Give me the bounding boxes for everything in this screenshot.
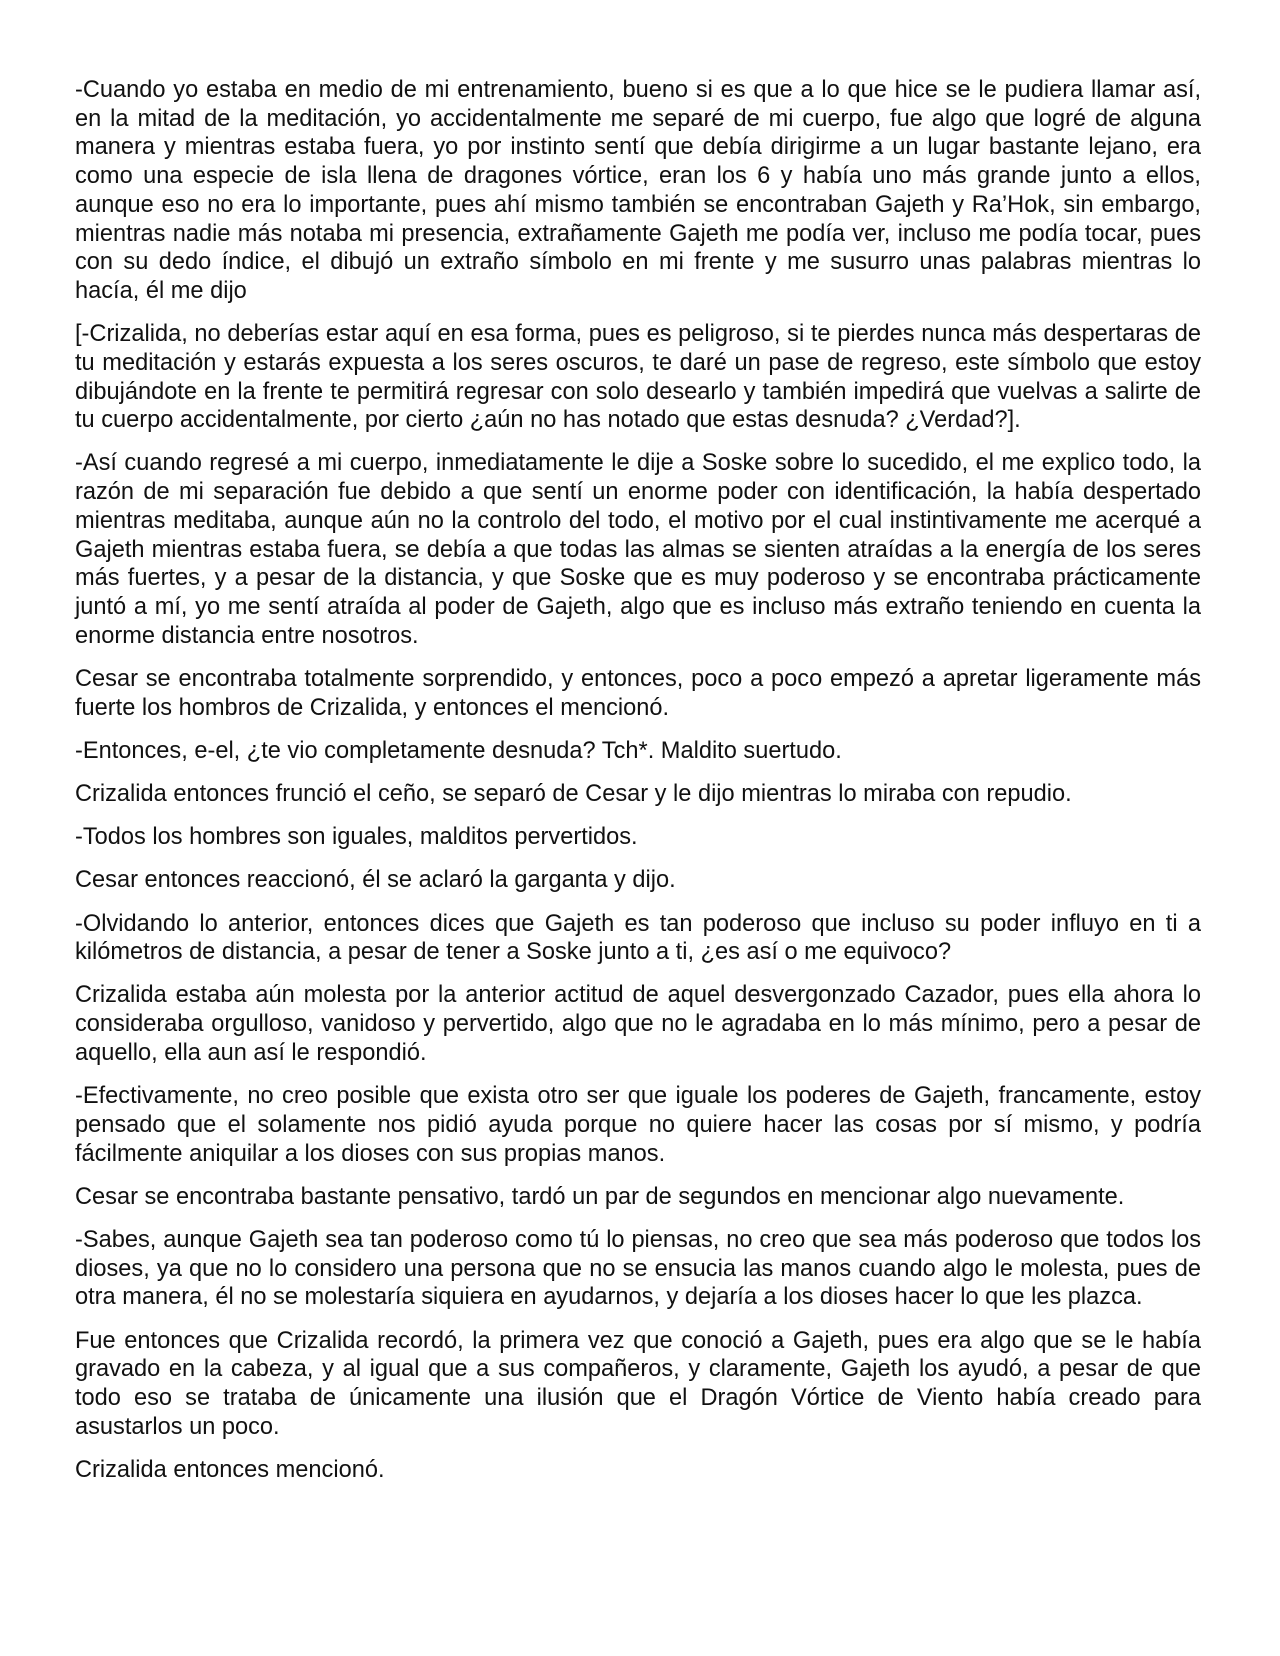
paragraph-9: -Olvidando lo anterior, entonces dices que Gajeth es tan poderoso que incluso su poder influyo en ti a kilómetros de distancia, a pesar de tener a Soske junto a ti, ¿es así o me equivoco? [75, 910, 1201, 966]
paragraph-14: Fue entonces que Crizalida recordó, la primera vez que conoció a Gajeth, pues era algo que se le había gravado en la cabeza, y al igual que a sus compañeros, y claramente, Gajeth los ayudó, a pesar de que todo eso se trataba de únicamente una ilusión que el Dragón Vórtice de Viento había creado para asustarlos un poco. [75, 1327, 1201, 1440]
paragraph-5: -Entonces, e-el, ¿te vio completamente desnuda? Tch*. Maldito suertudo. [75, 737, 842, 764]
paragraph-2: [-Crizalida, no deberías estar aquí en esa forma, pues es peligroso, si te pierdes nunca más despertaras de tu meditación y estarás expuesta a los seres oscuros, te daré un pase de regreso, este símbolo que estoy dibujándote en la frente te permitirá regresar con solo desearlo y también impedirá que vuelvas a salirte de tu cuerpo accidentalmente, por cierto ¿aún no has notado que estas desnuda? ¿Verdad?]. [75, 321, 1201, 434]
paragraph-3: -Así cuando regresé a mi cuerpo, inmediatamente le dije a Soske sobre lo sucedido, el me explico todo, la razón de mi separación fue debido a que sentí un enorme poder con identificación, la había despertado mientras meditaba, aunque aún no la controlo del todo, el motivo por el cual instintivamente me acerqué a Gajeth mientras estaba fuera, se debía a que todas las almas se sienten atraídas a la energía de los seres más fuertes, y a pesar de la distancia, y que Soske que es muy poderoso y se encontraba prácticamente juntó a mí, yo me sentí atraída al poder de Gajeth, algo que es incluso más extraño teniendo en cuenta la enorme distancia entre nosotros. [75, 450, 1201, 649]
paragraph-7: -Todos los hombres son iguales, malditos pervertidos. [75, 824, 638, 851]
paragraph-4: Cesar se encontraba totalmente sorprendido, y entonces, poco a poco empezó a apretar ligeramente más fuerte los hombros de Crizalida, y entonces el mencionó. [75, 665, 1201, 721]
paragraph-10: Crizalida estaba aún molesta por la anterior actitud de aquel desvergonzado Cazador, pues ella ahora lo consideraba orgulloso, vanidoso y pervertido, algo que no le agradaba en lo más mínimo, pero a pesar de aquello, ella aun así le respondió. [75, 982, 1201, 1066]
paragraph-1: -Cuando yo estaba en medio de mi entrenamiento, bueno si es que a lo que hice se le pudiera llamar así, en la mitad de la meditación, yo accidentalmente me separé de mi cuerpo, fue algo que logré de alguna manera y mientras estaba fuera, yo por instinto sentí que debía dirigirme a un lugar bastante lejano, era como una especie de isla llena de dragones vórtice, eran los 6 y había uno más grande junto a ellos, aunque eso no era lo importante, pues ahí mismo también se encontraban Gajeth y Ra’Hok, sin embargo, mientras nadie más notaba mi presencia, extrañamente Gajeth me podía ver, incluso me podía tocar, pues con su dedo índice, el dibujó un extraño símbolo en mi frente y me susurro unas palabras mientras lo hacía, él me dijo [75, 77, 1201, 304]
paragraph-12: Cesar se encontraba bastante pensativo, tardó un par de segundos en mencionar algo nuevamente. [75, 1183, 1125, 1210]
paragraph-8: Cesar entonces reaccionó, él se aclaró la garganta y dijo. [75, 867, 676, 894]
paragraph-11: -Efectivamente, no creo posible que exista otro ser que iguale los poderes de Gajeth, francamente, estoy pensado que el solamente nos pidió ayuda porque no quiere hacer las cosas por sí mismo, y podría fácilmente aniquilar a los dioses con sus propias manos. [75, 1083, 1201, 1167]
paragraph-6: Crizalida entonces frunció el ceño, se separó de Cesar y le dijo mientras lo miraba con repudio. [75, 780, 1072, 807]
paragraph-15: Crizalida entonces mencionó. [75, 1456, 385, 1483]
paragraph-13: -Sabes, aunque Gajeth sea tan poderoso como tú lo piensas, no creo que sea más poderoso que todos los dioses, ya que no lo considero una persona que no se ensucia las manos cuando algo le molesta, pues de otra manera, él no se molestaría siquiera en ayudarnos, y dejaría a los dioses hacer lo que les plazca. [75, 1226, 1201, 1311]
document-page [75, 76, 1201, 1499]
